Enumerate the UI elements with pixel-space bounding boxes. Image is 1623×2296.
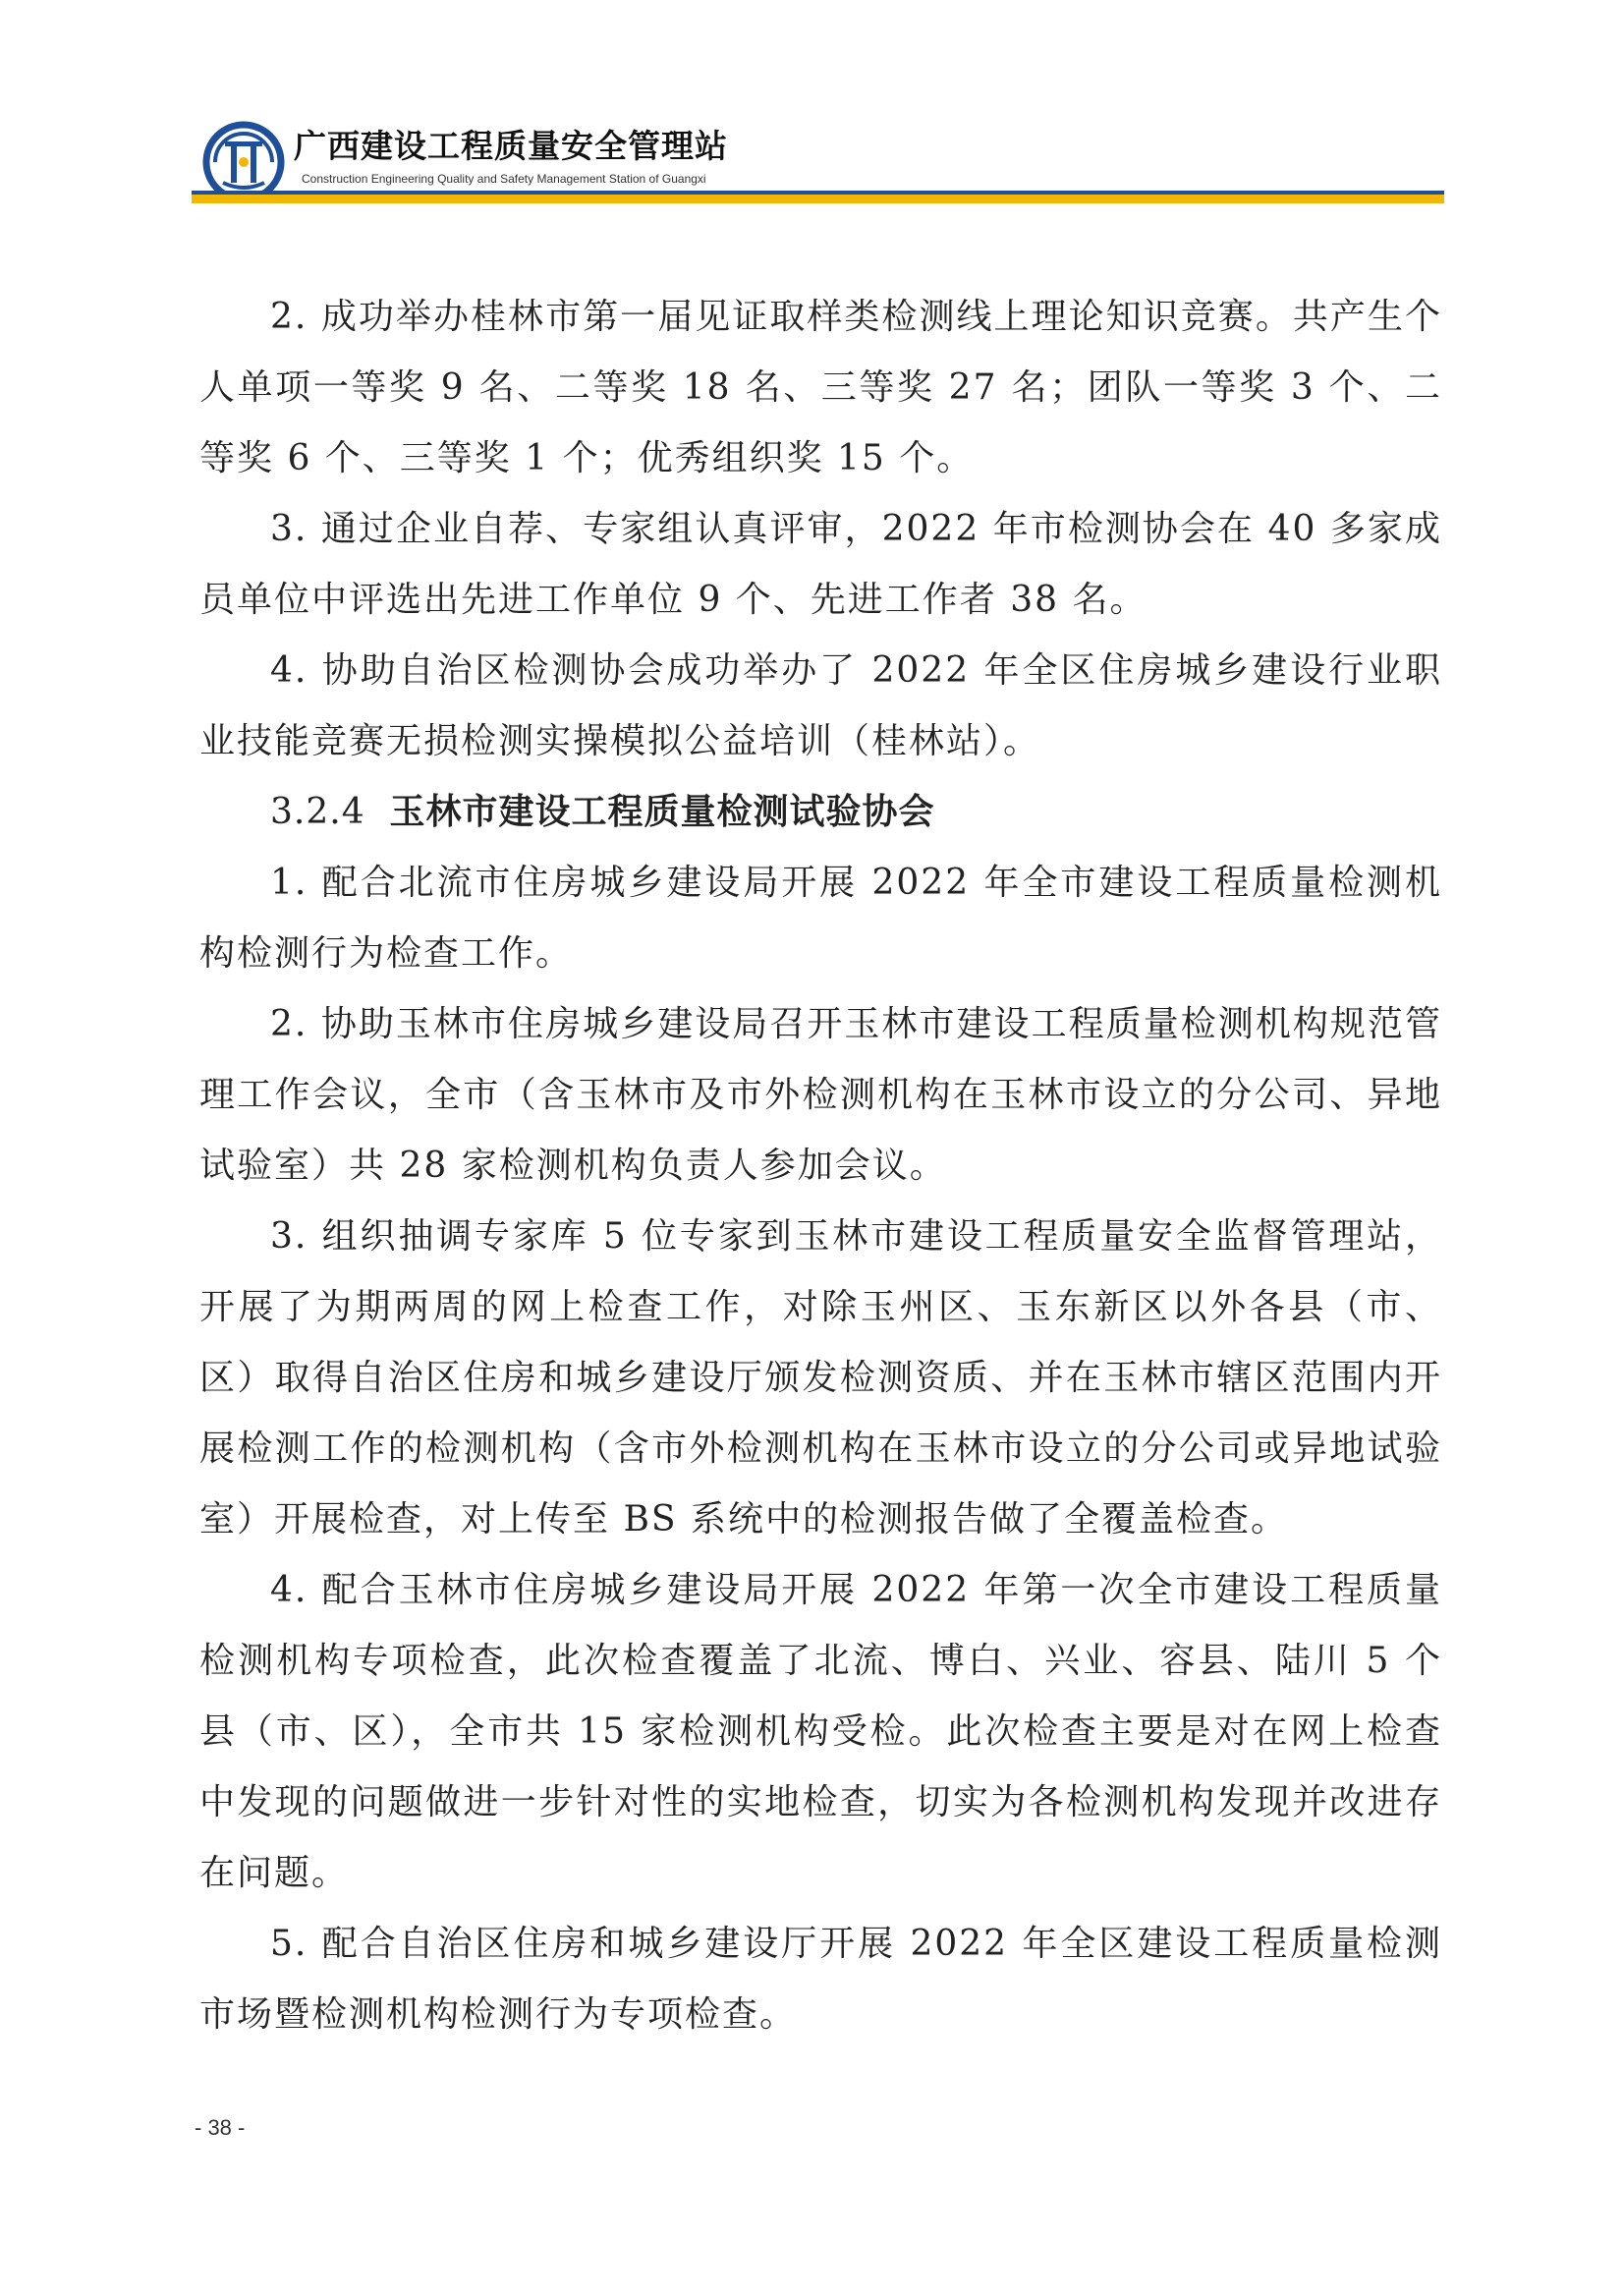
section-title: 玉林市建设工程质量检测试验协会 — [389, 792, 935, 832]
body-paragraph: 2. 成功举办桂林市第一届见证取样类检测线上理论知识竞赛。共产生个人单项一等奖 9 名、二等奖 18 名、三等奖 27 名；团队一等奖 3 个、二等奖 6 个、三等奖 1 个；优秀组织奖 15 个。 — [199, 297, 1442, 478]
section-heading — [199, 777, 1442, 848]
section-paragraph: 3. 组织抽调专家库 5 位专家到玉林市建设工程质量安全监督管理站，开展了为期两周的网上检查工作，对除玉州区、玉东新区以外各县（市、区）取得自治区住房和城乡建设厅颁发检测资质、并在玉林市辖区范围内开展检测工作的检测机构（含市外检测机构在玉林市设立的分公司或异地试验室）开展检查，对上传至 BS 系统中的检测报告做了全覆盖检查。 — [199, 1216, 1442, 1540]
section-number: 3.2.4 — [270, 792, 365, 832]
section-paragraph: 5. 配合自治区住房和城乡建设厅开展 2022 年全区建设工程质量检测市场暨检测机构检测行为专项检查。 — [199, 1924, 1442, 2035]
organization-name: 广西建设工程质量安全管理站 — [294, 127, 728, 165]
organization-name-english: Construction Engineering Quality and Safety Management Station of Guangxi — [302, 172, 706, 186]
section-paragraph: 1. 配合北流市住房城乡建设局开展 2022 年全市建设工程质量检测机构检测行为检查工作。 — [199, 863, 1442, 974]
section-paragraph: 2. 协助玉林市住房城乡建设局召开玉林市建设工程质量检测机构规范管理工作会议，全市（含玉林市及市外检测机构在玉林市设立的分公司、异地试验室）共 28 家检测机构负责人参加会议。 — [199, 1004, 1442, 1186]
header-rule-gold — [192, 195, 1444, 203]
page-number: - 38 - — [195, 2115, 246, 2140]
section-paragraph: 4. 配合玉林市住房城乡建设局开展 2022 年第一次全市建设工程质量检测机构专项检查，此次检查覆盖了北流、博白、兴业、容县、陆川 5 个县（市、区），全市共 15 家检测机构受检。此次检查主要是对在网上检查中发现的问题做进一步针对性的实地检查，切实为各检测机构发现并改进存在问题。 — [199, 1570, 1442, 1893]
body-paragraph: 3. 通过企业自荐、专家组认真评审，2022 年市检测协会在 40 多家成员单位中评选出先进工作单位 9 个、先进工作者 38 名。 — [199, 509, 1442, 620]
body-paragraph: 4. 协助自治区检测协会成功举办了 2022 年全区住房城乡建设行业职业技能竞赛无损检测实操模拟公益培训（桂林站）。 — [199, 650, 1442, 761]
page-content — [199, 282, 1442, 2050]
